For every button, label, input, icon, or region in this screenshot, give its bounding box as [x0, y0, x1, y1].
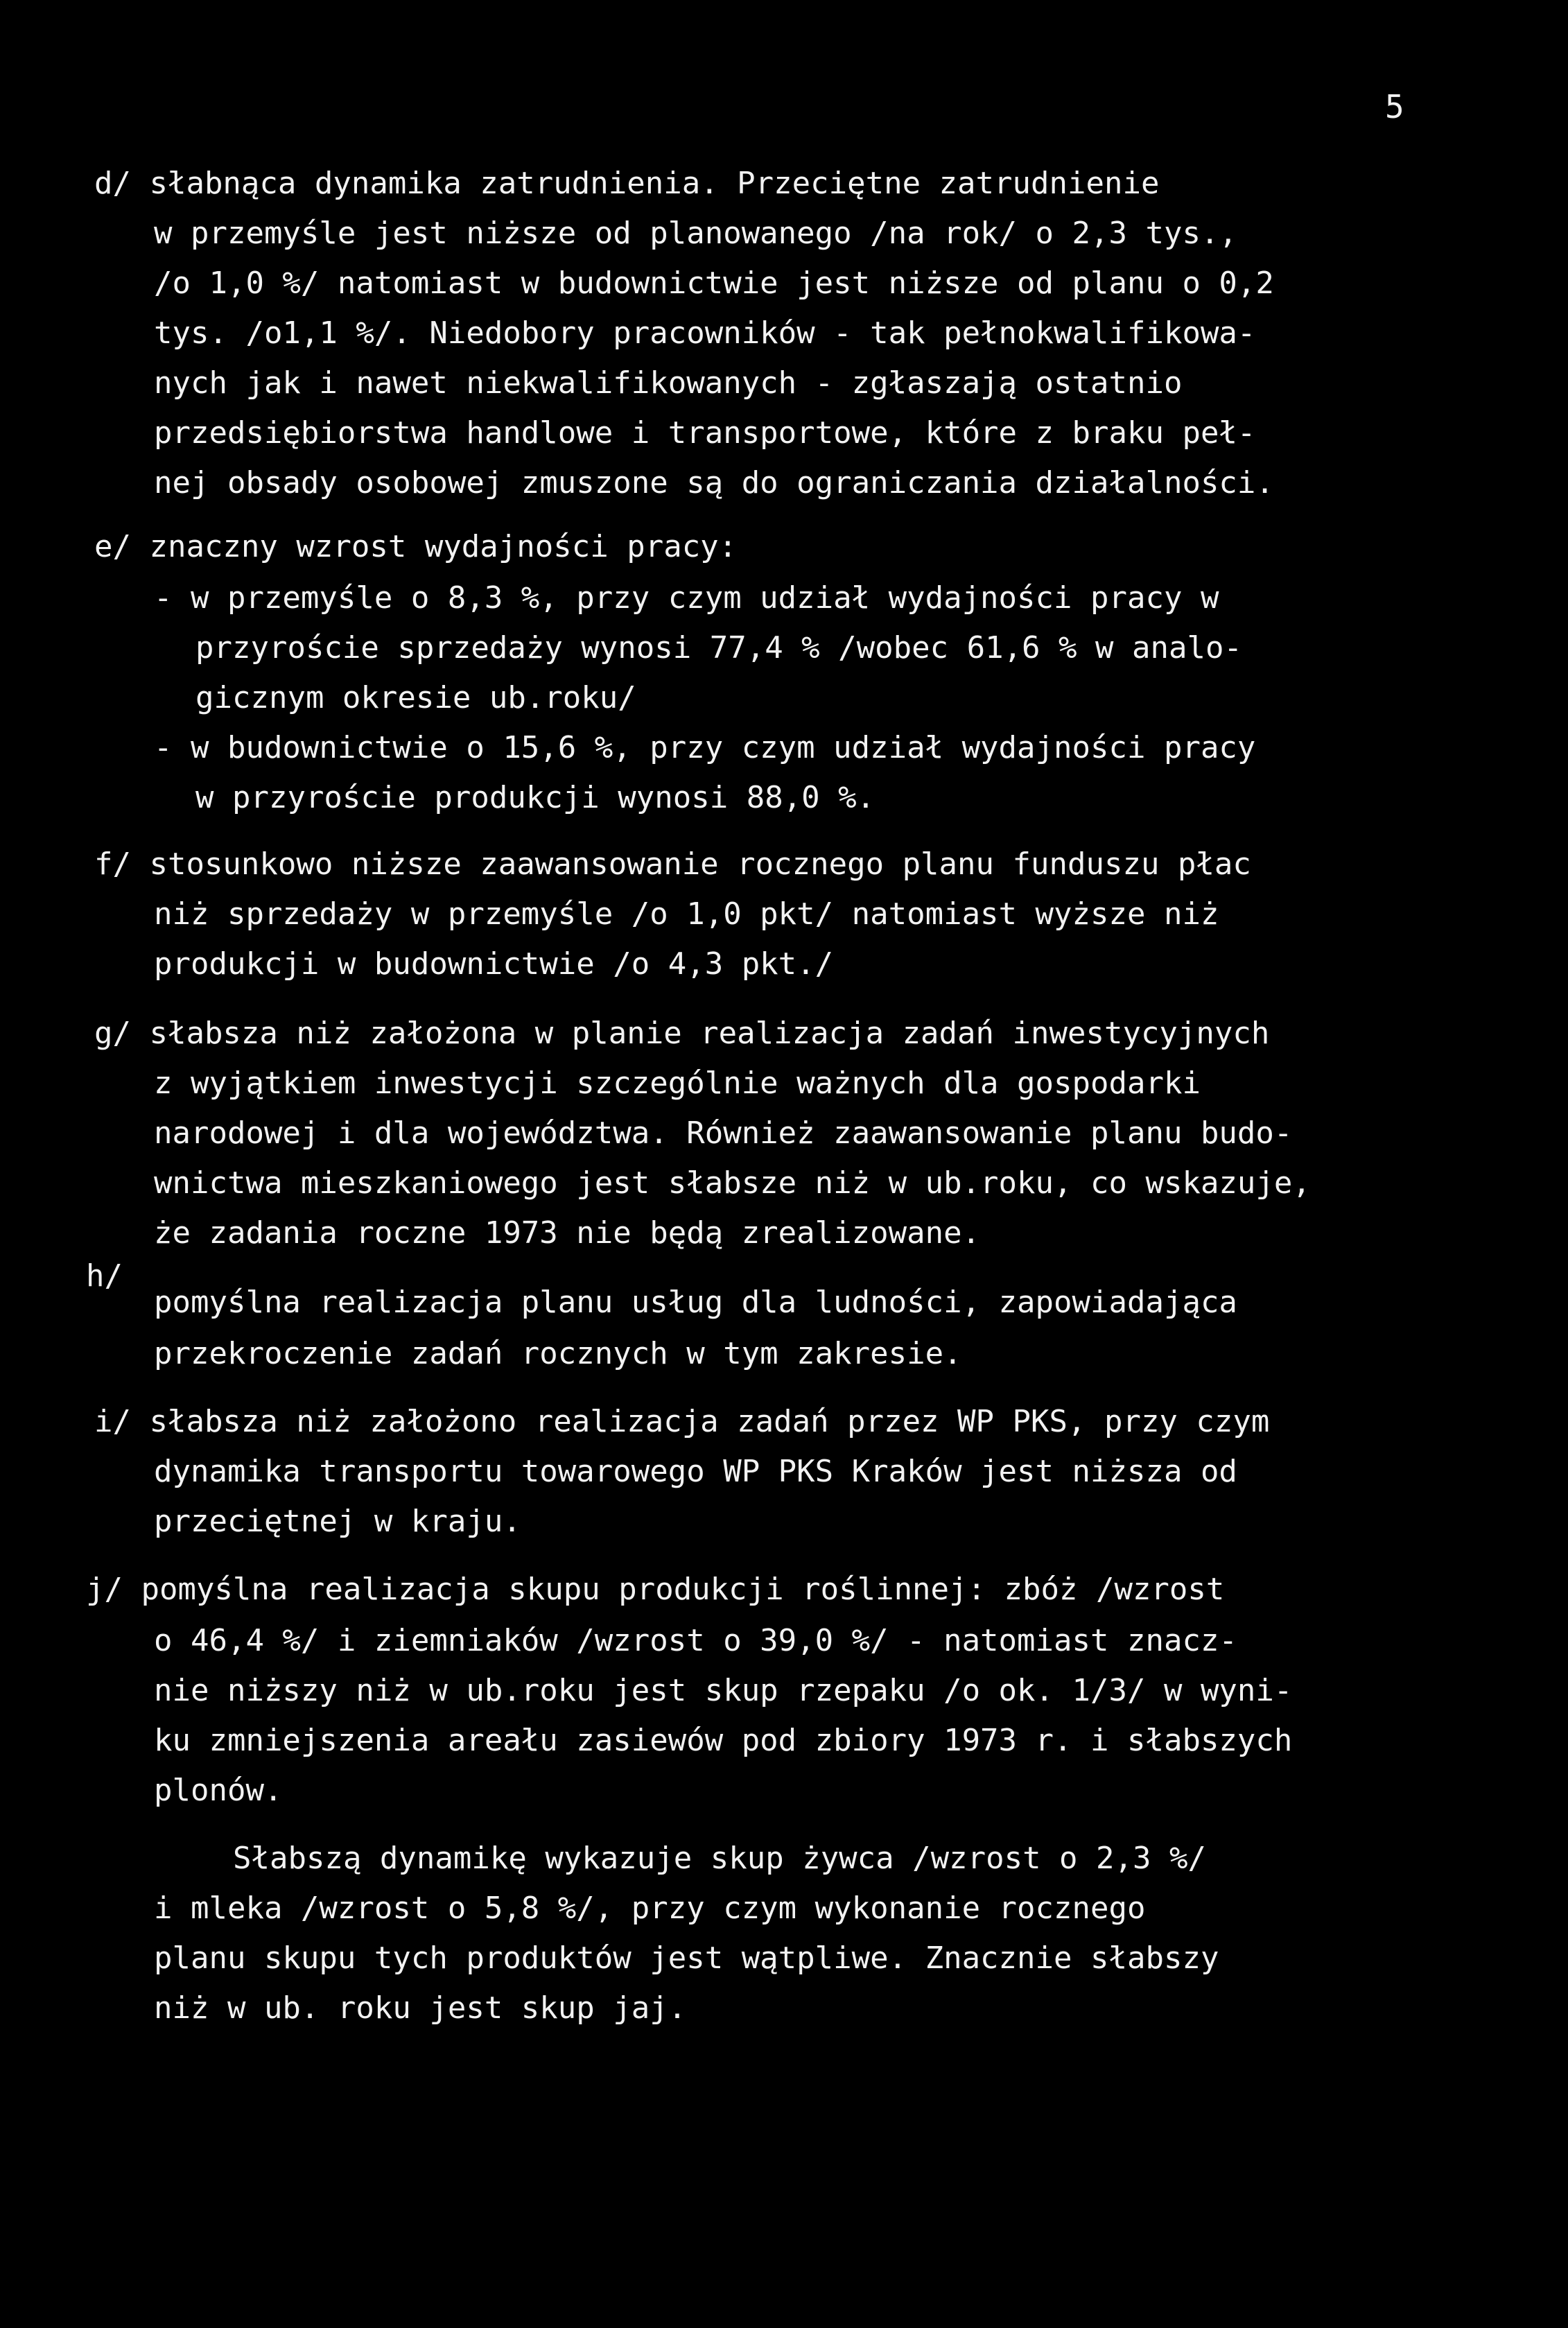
- text-line: g/ słabsza niż założona w planie realizacja zadań inwestycyjnych: [94, 1016, 1270, 1051]
- text-line: plonów.: [154, 1773, 283, 1808]
- text-line: nie niższy niż w ub.roku jest skup rzepaku /o ok. 1/3/ w wyni-: [154, 1673, 1293, 1708]
- text-line: nych jak i nawet niekwalifikowanych - zgłaszają ostatnio: [154, 365, 1183, 401]
- text-line: przekroczenie zadań rocznych w tym zakresie.: [154, 1336, 962, 1371]
- text-line: w przyroście produkcji wynosi 88,0 %.: [195, 780, 876, 815]
- text-line: e/ znaczny wzrost wydajności pracy:: [94, 529, 738, 564]
- text-line: produkcji w budownictwie /o 4,3 pkt./: [154, 946, 834, 982]
- text-line: narodowej i dla województwa. Również zaawansowanie planu budo-: [154, 1115, 1293, 1151]
- text-line: przeciętnej w kraju.: [154, 1504, 521, 1539]
- text-line: gicznym okresie ub.roku/: [195, 680, 636, 715]
- text-line: planu skupu tych produktów jest wątpliwe. Znacznie słabszy: [154, 1940, 1219, 1976]
- text-line: przyroście sprzedaży wynosi 77,4 % /wobec 61,6 % w analo-: [195, 630, 1242, 666]
- text-line: f/ stosunkowo niższe zaawansowanie rocznego planu funduszu płac: [94, 846, 1251, 882]
- text-line: i/ słabsza niż założono realizacja zadań przez WP PKS, przy czym: [94, 1404, 1270, 1439]
- text-line: - w przemyśle o 8,3 %, przy czym udział wydajności pracy w: [154, 580, 1219, 616]
- text-line: o 46,4 %/ i ziemniaków /wzrost o 39,0 %/ - natomiast znacz-: [154, 1623, 1237, 1658]
- text-line: tys. /o1,1 %/. Niedobory pracowników - tak pełnokwalifikowa-: [154, 315, 1256, 351]
- text-line: Słabszą dynamikę wykazuje skup żywca /wzrost o 2,3 %/: [233, 1841, 1206, 1876]
- text-line: i mleka /wzrost o 5,8 %/, przy czym wykonanie rocznego: [154, 1891, 1146, 1926]
- text-line: że zadania roczne 1973 nie będą zrealizowane.: [154, 1215, 981, 1251]
- text-line: w przemyśle jest niższe od planowanego /na rok/ o 2,3 tys.,: [154, 216, 1237, 251]
- text-line: ku zmniejszenia areału zasiewów pod zbiory 1973 r. i słabszych: [154, 1723, 1293, 1758]
- text-line: nej obsady osobowej zmuszone są do ograniczania działalności.: [154, 465, 1274, 501]
- text-line: wnictwa mieszkaniowego jest słabsze niż w ub.roku, co wskazuje,: [154, 1165, 1311, 1201]
- text-line: d/ słabnąca dynamika zatrudnienia. Przeciętne zatrudnienie: [94, 166, 1160, 201]
- text-line: z wyjątkiem inwestycji szczególnie ważnych dla gospodarki: [154, 1066, 1201, 1101]
- text-line: pomyślna realizacja planu usług dla ludności, zapowiadająca: [154, 1285, 1237, 1320]
- text-line: j/ pomyślna realizacja skupu produkcji roślinnej: zbóż /wzrost: [86, 1572, 1225, 1607]
- text-line: niż sprzedaży w przemyśle /o 1,0 pkt/ natomiast wyższe niż: [154, 896, 1219, 932]
- text-line: niż w ub. roku jest skup jaj.: [154, 1990, 687, 2026]
- text-line: h/: [86, 1258, 123, 1294]
- text-line: - w budownictwie o 15,6 %, przy czym udział wydajności pracy: [154, 730, 1256, 765]
- page-number: 5: [1385, 88, 1404, 125]
- text-line: dynamika transportu towarowego WP PKS Kraków jest niższa od: [154, 1454, 1237, 1489]
- text-line: przedsiębiorstwa handlowe i transportowe, które z braku peł-: [154, 415, 1256, 451]
- text-line: /o 1,0 %/ natomiast w budownictwie jest niższe od planu o 0,2: [154, 266, 1274, 301]
